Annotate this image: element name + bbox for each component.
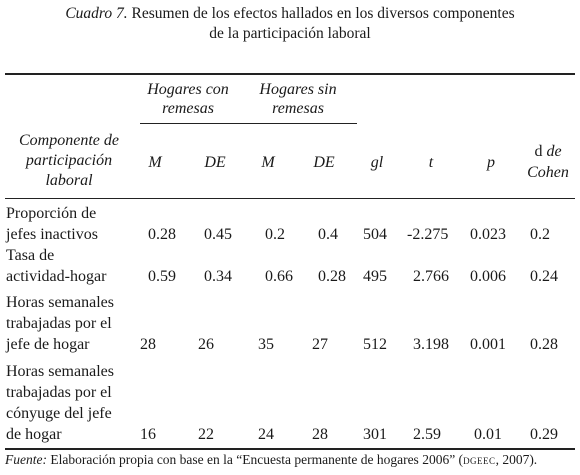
row-label: Proporción de jefes inactivos	[6, 205, 98, 243]
cell-m2: 0.2	[265, 226, 285, 243]
cell-m1: 0.59	[148, 268, 176, 285]
cell-t: 2.59	[413, 426, 441, 443]
column-header-m1: M	[148, 154, 162, 171]
group-header-without-remittances: Hogares sin remesas	[259, 81, 337, 117]
cell-p: 0.023	[470, 226, 506, 243]
cell-de2: 27	[312, 336, 328, 353]
column-header-de2: DE	[313, 154, 335, 171]
cell-m2: 35	[258, 336, 274, 353]
cell-d: 0.28	[530, 336, 558, 353]
cell-p: 0.006	[470, 268, 506, 285]
cell-gl: 504	[363, 226, 387, 243]
cell-de2: 0.4	[318, 226, 338, 243]
cell-m2: 0.66	[265, 268, 293, 285]
column-header-t: t	[428, 154, 434, 171]
footnote-text: Elaboración propia con base en la “Encuesta permanente de hogares 2006” (	[50, 452, 464, 467]
column-header-gl: gl	[370, 154, 384, 171]
column-header-de1: DE	[204, 154, 226, 171]
cell-m1: 16	[140, 426, 156, 443]
column-header-m2: M	[261, 154, 275, 171]
caption-label: Cuadro 7.	[65, 5, 128, 22]
cell-t: 3.198	[413, 336, 449, 353]
column-header-p: p	[487, 154, 495, 171]
cell-de1: 0.34	[204, 268, 232, 285]
column-header-cohen-d: d de Cohen	[527, 143, 569, 181]
footnote-label: Fuente:	[5, 452, 47, 467]
cell-de1: 26	[198, 336, 214, 353]
caption-line-2: de la participación laboral	[209, 25, 371, 42]
cell-de2: 28	[312, 426, 328, 443]
cell-m1: 28	[140, 336, 156, 353]
group-rule	[140, 123, 357, 124]
row-label: Horas semanales trabajadas por el cónyuge del jefe de hogar	[6, 363, 114, 443]
cell-d: 0.24	[530, 268, 558, 285]
footnote-tail: , 2007).	[495, 452, 538, 467]
row-label: Horas semanales trabajadas por el jefe de hogar	[6, 294, 114, 353]
footnote-source-acronym: dgeec	[463, 452, 496, 467]
cell-p: 0.01	[474, 426, 502, 443]
table-footnote	[5, 451, 580, 469]
row-label: Tasa de actividad-hogar	[6, 247, 107, 285]
cell-t: 2.766	[413, 268, 449, 285]
cell-p: 0.001	[470, 336, 506, 353]
bottom-rule	[5, 448, 575, 450]
cell-d: 0.2	[530, 226, 550, 243]
caption-title-1: Resumen de los efectos hallados en los diversos componentes	[131, 5, 515, 22]
cell-gl: 512	[363, 336, 387, 353]
header-rule	[5, 198, 575, 199]
cell-de2: 0.28	[318, 268, 346, 285]
group-header-with-remittances: Hogares con remesas	[147, 81, 229, 117]
column-header-component: Componente de participación laboral	[19, 132, 119, 189]
cell-t: -2.275	[407, 226, 449, 243]
cell-m1: 0.28	[148, 226, 176, 243]
cell-gl: 495	[363, 268, 387, 285]
top-rule	[5, 73, 575, 75]
cell-gl: 301	[363, 426, 387, 443]
cell-d: 0.29	[530, 426, 558, 443]
cell-de1: 0.45	[204, 226, 232, 243]
cell-m2: 24	[258, 426, 274, 443]
cell-de1: 22	[198, 426, 214, 443]
caption-line-1	[0, 4, 580, 24]
table-caption	[0, 4, 580, 44]
